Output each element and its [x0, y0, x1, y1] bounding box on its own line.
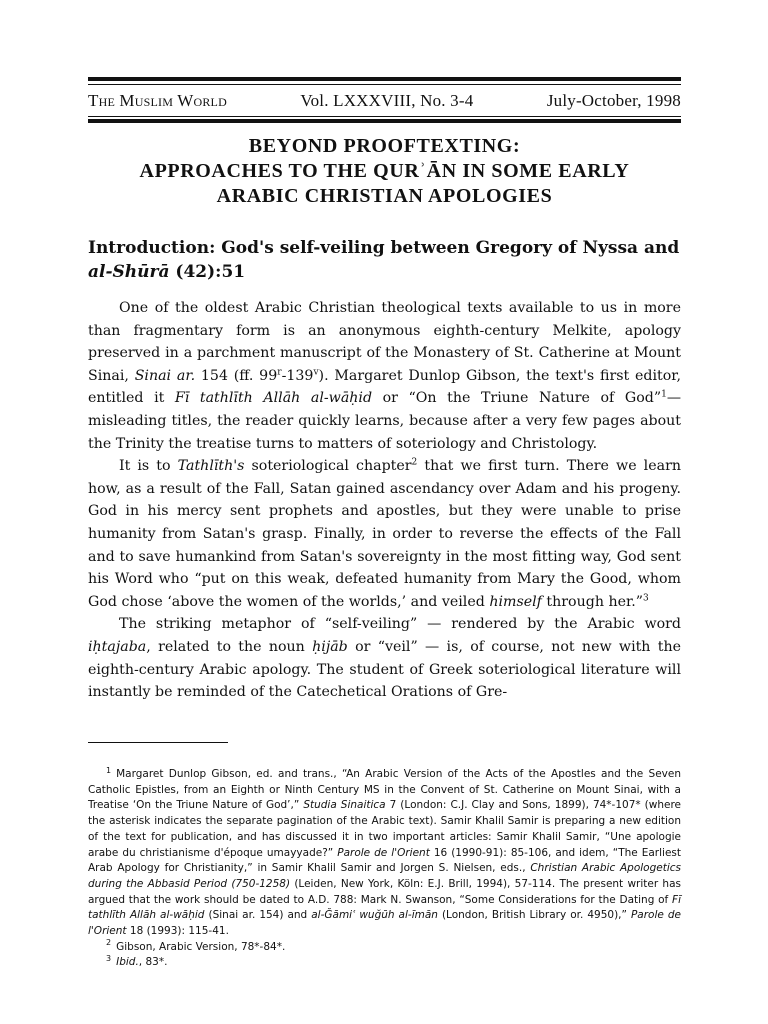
- footnote-3: $^3$ Ibid., 83*.: [106, 953, 168, 969]
- footnote-2: $^2$ Gibson, Arabic Version, 78*-84*.: [106, 938, 286, 953]
- paragraph-1: One of the oldest Arabic Christian theological texts available to us in more than fragmentary form is an anonymous eighth-century Melkite, apology preserved in a parchment manuscript of the Monastery of St. Catherine at Mount Sinai, Sinai ar. 154 (ff. 99$^r$-139$^v$). Margaret Dunlop Gibson, the text's first editor, entitled it Fī tathlīth Allāh al-wāḥid or “On the Triune Nature of God”$^1$—misleading titles, the reader quickly learns, because after a very few pages about the Trinity the treatise turns to matters of soteriology and Christology.: [88, 300, 682, 452]
- header-rule-thick: [88, 119, 681, 123]
- footnotes: [88, 767, 681, 971]
- title-line-2: APPROACHES TO THE QURʾĀN IN SOME EARLY: [139, 160, 630, 182]
- header-rule-thin: [88, 116, 681, 117]
- footnote-ref-3: 3: [642, 592, 649, 603]
- article-body: [88, 297, 681, 704]
- title-line-3: ARABIC CHRISTIAN APOLOGIES: [216, 185, 553, 207]
- top-rule-thin: [88, 84, 681, 85]
- section-heading: Introduction: God's self-veiling between Gregory of Nyssa and al-Shūrā (42):51: [88, 238, 680, 282]
- paragraph-2: It is to Tathlīth's soteriological chapter$^2$ that we first turn. There we learn how, as a result of the Fall, Satan gained ascendancy over Adam and his progeny. God in his mercy sent prophets and apostles, but they were unable to prise humanity from Satan's grasp. Finally, in order to reverse the effects of the Fall and to save humankind from Satan's sovereignty in the most fitting way, God sent his Word who “put on this weak, defeated humanity from Mary the Good, whom God chose ‘above the women of the worlds,’ and veiled himself through her.”$^3$: [88, 457, 681, 610]
- top-rule-thick: [88, 77, 681, 81]
- footnote-ref-1: 1: [661, 389, 667, 400]
- article-title: [88, 134, 681, 209]
- footnote-1: $^1$ Margaret Dunlop Gibson, ed. and trans., “An Arabic Version of the Acts of the Apostles and the Seven Catholic Epistles, from an Eighth or Ninth Century MS in the Convent of St. Catherine on Mount Sinai, with a Treatise ‘On the Triune Nature of God’,” Studia Sinaitica 7 (London: C.J. Clay and Sons, 1899), 74*-107* (where the asterisk indicates the separate pagination of the Arabic text). Samir Khalil Samir is preparing a new edition of the text for publication, and has discussed it in two important articles: Samir Khalil Samir, “Une apologie arabe du christianisme d'époque umayyade?” Parole de l'Orient 16 (1990-91): 85-106, and idem, “The Earliest Arab Apology for Christianity,” in Samir Khalil Samir and Jorgen S. Nielsen, eds., Christian Arabic Apologetics during the Abbasid Period (750-1258) (Leiden, New York, Köln: E.J. Brill, 1994), 57-114. The present writer has argued that the work should be dated to A.D. 788: Mark N. Swanson, “Some Considerations for the Dating of Fī tathlīth Allāh al-wāḥid (Sinai ar. 154) and al-Ğāmiʿ wuğūh al-īmān (London, British Library or. 4950),” Parole de l'Orient 18 (1993): 115-41.: [88, 765, 682, 938]
- footnote-ref-2: 2: [411, 457, 418, 468]
- footnote-separator: [88, 742, 228, 743]
- issue-date: July-October, 1998: [546, 91, 681, 110]
- paragraph-3: The striking metaphor of “self-veiling” — rendered by the Arabic word iḥtajaba, related to the noun ḥijāb or “veil” — is, of course, not new with the eighth-century Arabic apology. The student of Greek soteriological literature will instantly be reminded of the Catechetical Orations of Gre-: [88, 616, 681, 701]
- running-head: [88, 91, 681, 111]
- volume-number: Vol. LXXXVIII, No. 3-4: [300, 91, 474, 110]
- title-line-1: BEYOND PROOFTEXTING:: [248, 135, 521, 157]
- journal-name: The Muslim World: [88, 91, 227, 110]
